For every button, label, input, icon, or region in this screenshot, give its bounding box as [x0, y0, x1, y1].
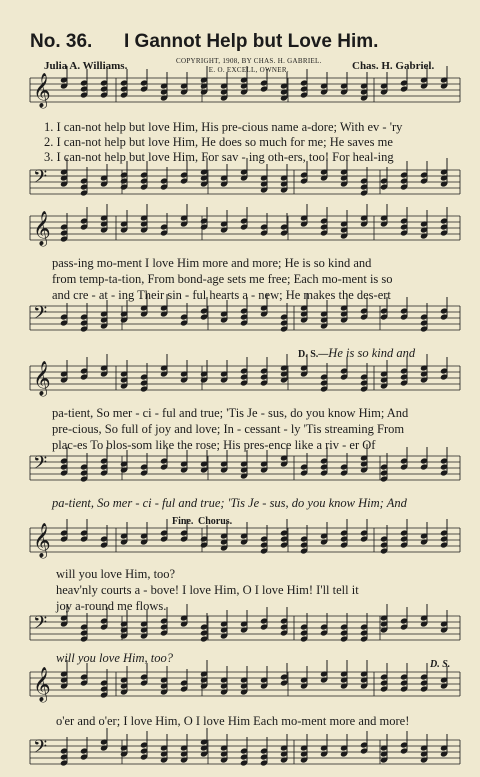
system2-ds-line	[298, 346, 415, 361]
system4-verse2: heav'nly courts a - bove! I love Him, O I love Him! I'll tell it	[56, 583, 359, 597]
system3-verse2: pre-cious, So full of joy and love; In - cessant - ly 'Tis streaming From	[52, 422, 405, 436]
system3-ds-lyric: pa-tient, So mer - ci - ful and true; 'Tis Je - sus, do you know Him; And	[52, 496, 407, 510]
bass-clef-icon: 𝄢	[33, 167, 48, 192]
treble-clef-icon: 𝄞	[33, 73, 51, 108]
system1-verse3: 3. I can-not help but love Him, For sav - ing oth-ers, too! For heal-ing	[44, 150, 394, 164]
bass-clef-icon: 𝄢	[33, 453, 48, 478]
hymn-number: No. 36.	[30, 31, 93, 52]
system3-verse3: plac-es To blos-som like the rose; His pres-ence like a riv - er Of	[52, 438, 376, 452]
ds-marker: D. S.	[430, 659, 451, 670]
treble-clef-icon: 𝄞	[33, 361, 51, 396]
fine-marker: Fine.	[172, 516, 194, 527]
treble-clef-icon: 𝄞	[33, 523, 51, 558]
ds-lyric: He is so kind and	[328, 346, 416, 360]
bass-clef-icon: 𝄢	[33, 737, 48, 762]
lyricist: Julia A. Williams.	[44, 60, 128, 72]
system4-ds-lyric: will you love Him, too?	[56, 651, 173, 665]
bass-clef-icon: 𝄢	[33, 303, 48, 328]
composer: Chas. H. Gabriel.	[352, 60, 435, 72]
system4-verse1: will you love Him, too?	[56, 567, 176, 581]
treble-clef-icon: 𝄞	[33, 211, 51, 246]
system5-chorus-line: o'er and o'er; I love Him, O I love Him Each mo-ment more and more!	[56, 714, 410, 728]
system2-verse1: pass-ing mo-ment I love Him more and more; He is so kind and	[52, 256, 372, 270]
system1-verse2: 2. I can-not help but love Him, He does so much for me; He saves me	[44, 135, 393, 149]
system3-verse1: pa-tient, So mer - ci - ful and true; 'Tis Je - sus, do you know Him; And	[52, 406, 409, 420]
system1-verse1: 1. I can-not help but love Him, His pre-cious name a-dore; With ev - 'ry	[44, 120, 403, 134]
treble-clef-icon: 𝄞	[33, 667, 51, 702]
system4-verse3: joy a-round me flows.	[56, 599, 167, 613]
chorus-marker: Chorus.	[198, 516, 233, 527]
system2-verse3: and cre - at - ing Their sin - ful hearts a - new; He makes the des-ert	[52, 288, 391, 302]
bass-clef-icon: 𝄢	[33, 613, 48, 638]
copyright-line-2: E. O. EXCELL, OWNER.	[208, 66, 289, 74]
copyright-line-1: COPYRIGHT, 1908, BY CHAS. H. GABRIEL.	[176, 57, 322, 65]
hymn-title: I Gannot Help but Love Him.	[124, 31, 379, 52]
system2-verse2: from temp-ta-tion, From bond-age sets me free; Each mo-ment is so	[52, 272, 393, 286]
ds-label: D. S.—	[298, 349, 329, 360]
